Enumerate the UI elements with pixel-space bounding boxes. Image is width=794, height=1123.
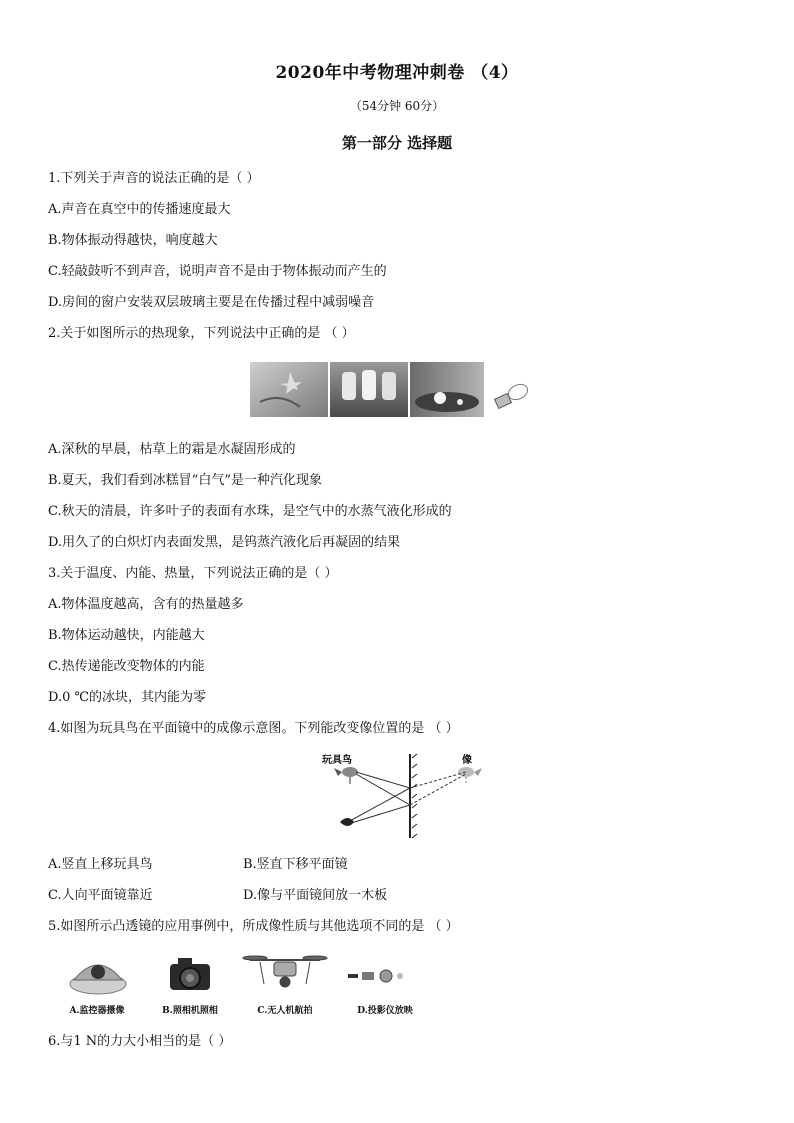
eye-icon <box>340 818 354 826</box>
dew-leaf-photo <box>410 362 484 417</box>
mirror-diagram <box>320 750 490 840</box>
page-subtitle: （54分钟 60分） <box>349 99 445 113</box>
toy-bird-label: 玩具鸟 <box>322 755 352 766</box>
virtual-bird-icon <box>458 767 482 784</box>
question-2-stem: 2.关于如图所示的热现象，下列说法中正确的是 （ ） <box>48 326 355 341</box>
question-2-figure <box>250 362 540 417</box>
question-4-option-d: D.像与平面镜间放一木板 <box>243 888 388 903</box>
caption-a: A.监控器摄像 <box>69 1006 125 1016</box>
question-1-option-a: A.声音在真空中的传播速度最大 <box>48 202 231 217</box>
question-1-option-d: D.房间的窗户安装双层玻璃主要是在传播过程中减弱噪音 <box>48 295 375 310</box>
question-2-option-c: C.秋天的清晨，许多叶子的表面有水珠，是空气中的水蒸气液化形成的 <box>48 504 452 519</box>
plane-mirror <box>410 754 417 838</box>
question-4-option-b: B.竖直下移平面镜 <box>243 857 348 872</box>
question-2-photo-strip <box>250 362 540 417</box>
light-bulb-drawing <box>495 381 530 408</box>
ice-pop-photo <box>330 362 408 417</box>
question-3-stem: 3.关于温度、内能、热量，下列说法正确的是（ ） <box>48 566 338 581</box>
question-4-option-c: C.人向平面镜靠近 <box>48 888 153 903</box>
caption-b: B.照相机照相 <box>162 1006 218 1016</box>
surveillance-camera-icon <box>70 965 126 994</box>
question-4-option-a: A.竖直上移玩具鸟 <box>48 857 153 872</box>
toy-bird-icon <box>334 767 358 784</box>
question-1-option-b: B.物体振动得越快，响度越大 <box>48 233 218 248</box>
image-label: 像 <box>462 755 472 766</box>
question-3-option-d: D.0 ℃的冰块，其内能为零 <box>48 690 207 705</box>
question-1-stem: 1.下列关于声音的说法正确的是（ ） <box>48 171 260 186</box>
camera-icon <box>170 958 210 990</box>
question-4-stem: 4.如图为玩具鸟在平面镜中的成像示意图。下列能改变像位置的是 （ ） <box>48 721 459 736</box>
question-3-option-b: B.物体运动越快，内能越大 <box>48 628 205 643</box>
frost-grass-photo <box>250 362 328 417</box>
light-rays <box>348 772 466 824</box>
question-3-option-c: C.热传递能改变物体的内能 <box>48 659 205 674</box>
question-2-option-b: B.夏天，我们看到冰糕冒“白气”是一种汽化现象 <box>48 473 322 488</box>
question-6-stem: 6.与1 N的力大小相当的是（ ） <box>48 1034 232 1049</box>
drone-icon <box>243 956 327 987</box>
projector-icon <box>348 970 403 982</box>
section-heading: 第一部分 选择题 <box>341 134 453 152</box>
question-2-option-d: D.用久了的白炽灯内表面发黑，是钨蒸汽液化后再凝固的结果 <box>48 535 401 550</box>
caption-c: C.无人机航拍 <box>257 1006 313 1016</box>
question-5-stem: 5.如图所示凸透镜的应用事例中，所成像性质与其他选项不同的是 （ ） <box>48 919 459 934</box>
question-2-option-a: A.深秋的早晨，枯草上的霜是水凝固形成的 <box>48 442 296 457</box>
caption-d: D.投影仪放映 <box>357 1006 413 1016</box>
page-title: 2020年中考物理冲刺卷 （4） <box>275 63 519 83</box>
question-3-option-a: A.物体温度越高，含有的热量越多 <box>48 597 244 612</box>
question-1-option-c: C.轻敲鼓听不到声音，说明声音不是由于物体振动而产生的 <box>48 264 387 279</box>
lens-applications-figure <box>50 950 430 1020</box>
